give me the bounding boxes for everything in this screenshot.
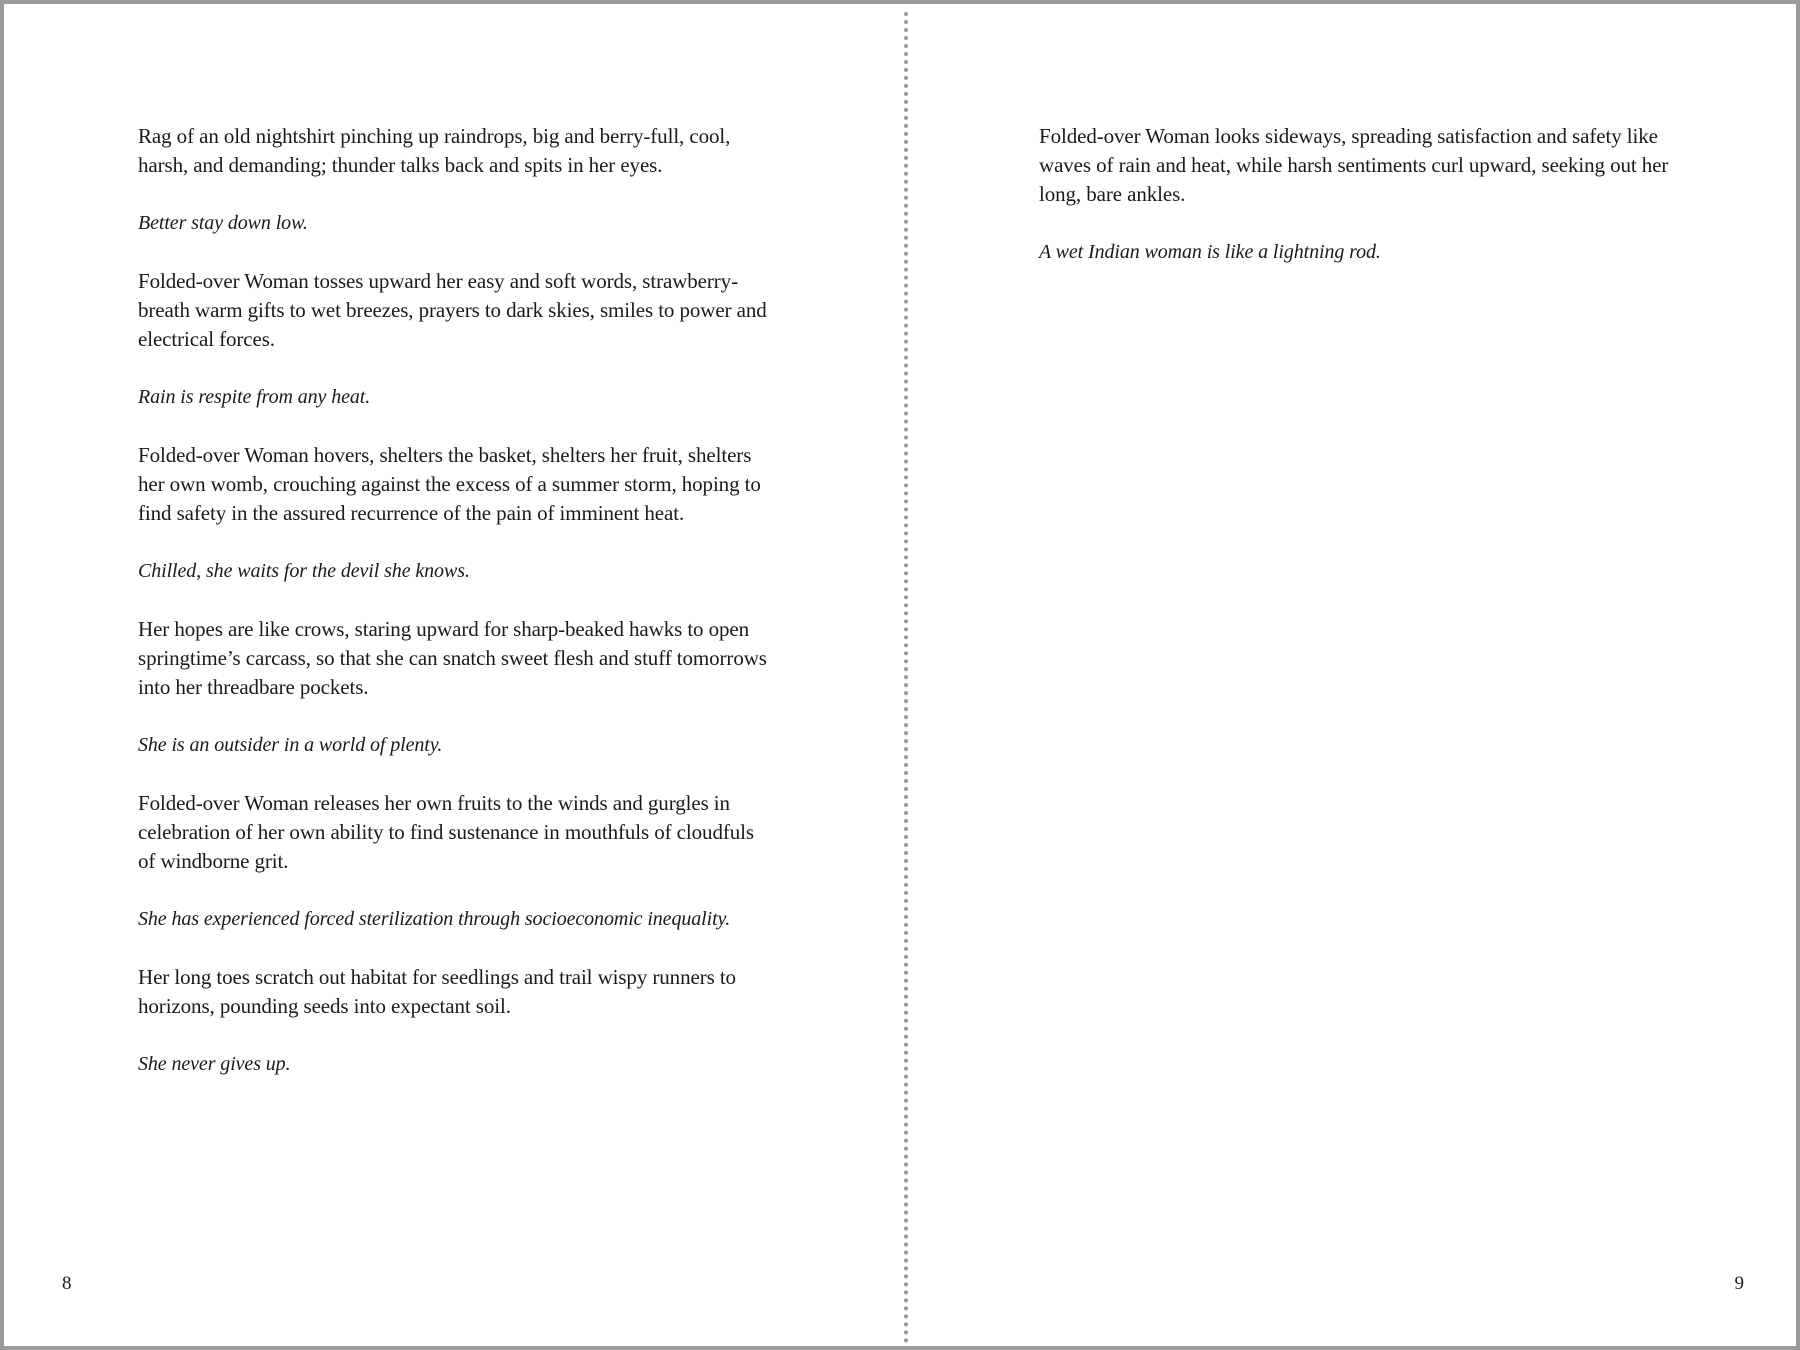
paragraph: Her hopes are like crows, staring upward for sharp-beaked hawks to open springtime’s carcass, so that she can snatch sweet flesh and stuff tomorrows into her threadbare pockets. — [138, 617, 767, 699]
italic-refrain: She never gives up. — [138, 1053, 291, 1075]
italic-refrain: She is an outsider in a world of plenty. — [138, 734, 443, 756]
paragraph: Rag of an old nightshirt pinching up raindrops, big and berry-full, cool, harsh, and demanding; thunder talks back and spits in her eyes. — [138, 124, 731, 177]
italic-refrain: Better stay down low. — [138, 212, 308, 234]
italic-refrain: Rain is respite from any heat. — [138, 386, 371, 408]
paragraph: Folded-over Woman hovers, shelters the basket, shelters her fruit, shelters her own womb, crouching against the excess of a summer storm, hoping to find safety in the assured recurrence of the pain of imminent heat. — [138, 443, 761, 525]
left-page-text — [138, 122, 768, 1108]
page-number-right: 9 — [1734, 1273, 1744, 1294]
italic-refrain: Chilled, she waits for the devil she knows. — [138, 560, 470, 582]
paragraph: Her long toes scratch out habitat for seedlings and trail wispy runners to horizons, pounding seeds into expectant soil. — [138, 965, 736, 1018]
page-number-left: 8 — [62, 1273, 72, 1294]
paragraph: Folded-over Woman looks sideways, spreading satisfaction and safety like waves of rain and heat, while harsh sentiments curl upward, seeking out her long, bare ankles. — [1039, 124, 1669, 206]
italic-refrain: She has experienced forced sterilization through socioeconomic inequality. — [138, 908, 731, 930]
right-page — [908, 4, 1800, 1346]
right-page-text — [1039, 122, 1679, 296]
paragraph: Folded-over Woman releases her own fruits to the winds and gurgles in celebration of her own ability to find sustenance in mouthfuls of cloudfuls of windborne grit. — [138, 791, 754, 873]
left-page — [4, 4, 900, 1346]
paragraph: Folded-over Woman tosses upward her easy and soft words, strawberry-breath warm gifts to wet breezes, prayers to dark skies, smiles to power and electrical forces. — [138, 269, 767, 351]
italic-refrain: A wet Indian woman is like a lightning rod. — [1039, 241, 1381, 263]
